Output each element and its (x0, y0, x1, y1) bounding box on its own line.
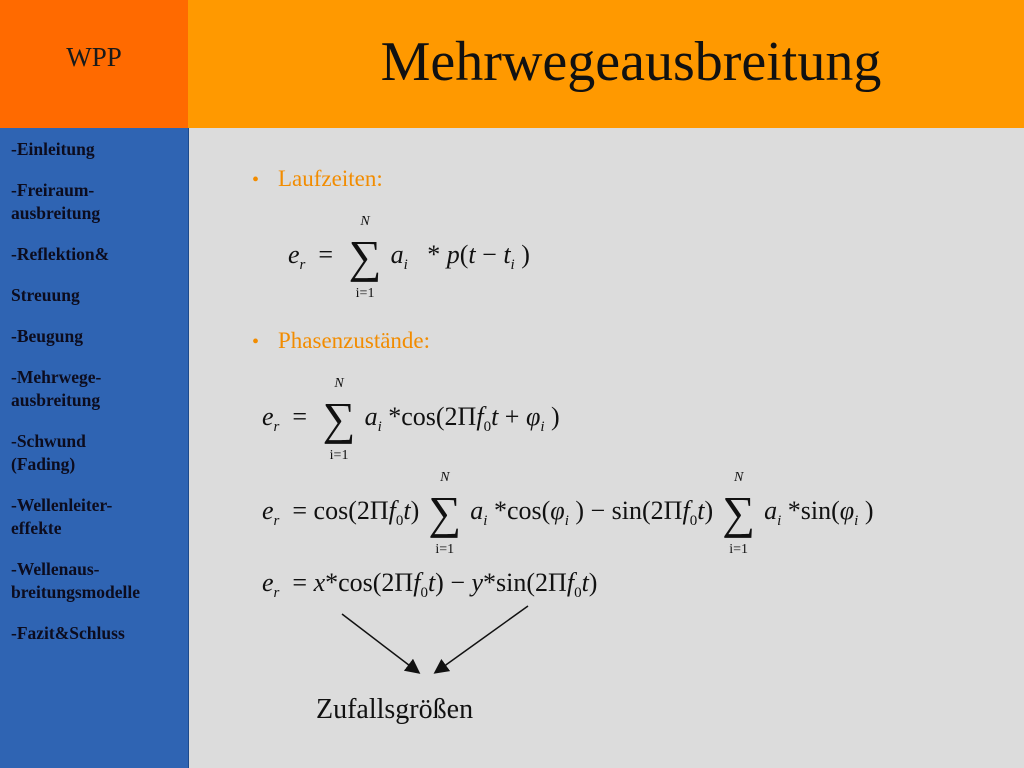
sidebar-item-fazit[interactable] (11, 622, 188, 645)
arrows-diagram (188, 128, 1024, 768)
sum-symbol: N ∑ i=1 (428, 470, 462, 557)
sum-symbol: N ∑ i=1 (722, 470, 755, 557)
bullet-text: Phasenzustände: (278, 328, 431, 353)
sidebar-item-label: -Einleitung (11, 139, 95, 159)
bullet-glyph: • (252, 331, 260, 353)
sidebar-item-einleitung[interactable] (11, 138, 188, 161)
slide-content (188, 128, 1024, 768)
sidebar-item-label: -Reflektion& (11, 244, 110, 264)
page-title: Mehrwegeausbreitung (380, 31, 882, 93)
sidebar-item-wellenleiter[interactable] (11, 494, 188, 540)
sidebar-item-label: -Freiraum- ausbreitung (11, 180, 101, 223)
sidebar-item-label: -Wellenleiter- effekte (11, 495, 113, 538)
logo-box (0, 0, 188, 128)
sidebar-item-beugung[interactable] (11, 325, 188, 348)
sidebar-item-reflektion[interactable] (11, 243, 188, 266)
equation-phase-1: $e_r$ = N ∑ i=1 $a_i$ $*\cos(2\Pi f_0t + \varphi_i$ ) (262, 376, 560, 463)
sidebar-item-mehrwege[interactable] (11, 366, 188, 412)
equation-phase-2: $e_r = \cos(2\Pi f_0t)$ N ∑ i=1 $a_i$ $*\cos(\varphi_i$ ) − $\sin(2\Pi f_0t)$ N ∑ i=1 $a_i$ $*\sin(\varphi_i$ ) (262, 470, 874, 557)
sidebar-item-label: -Schwund (Fading) (11, 431, 86, 474)
sum-symbol: N ∑ i=1 (322, 376, 356, 463)
sidebar-item-label: -Wellenaus- breitungsmodelle (11, 559, 140, 602)
equation-laufzeiten: $e_r$ = N ∑ i=1 $a_i * p(t - t_i$ ) (288, 214, 530, 301)
sidebar-item-streuung[interactable] (11, 284, 188, 307)
sidebar-item-label: Streuung (11, 285, 80, 305)
result-label: Zufallsgrößen (316, 694, 474, 725)
arrow-right (436, 606, 528, 672)
sidebar-nav (0, 128, 188, 645)
bullet-glyph: • (252, 169, 260, 191)
logo-text: WPP (66, 42, 122, 72)
sum-symbol: N ∑ i=1 (348, 214, 382, 301)
arrow-left (342, 614, 418, 672)
sidebar (0, 128, 189, 768)
sidebar-item-label: -Mehrwege- ausbreitung (11, 367, 102, 410)
sidebar-item-wellenausbreitung[interactable] (11, 558, 188, 604)
sidebar-item-schwund[interactable] (11, 430, 188, 476)
sidebar-item-label: -Beugung (11, 326, 83, 346)
title-bar (188, 0, 1024, 128)
sidebar-item-freiraum[interactable] (11, 179, 188, 225)
sidebar-item-label: -Fazit&Schluss (11, 623, 125, 643)
bullet-text: Laufzeiten: (278, 166, 383, 191)
equation-phase-3: $e_r = x*\cos(2\Pi f_0t) - y*\sin(2\Pi f_0t)$ (262, 568, 598, 601)
